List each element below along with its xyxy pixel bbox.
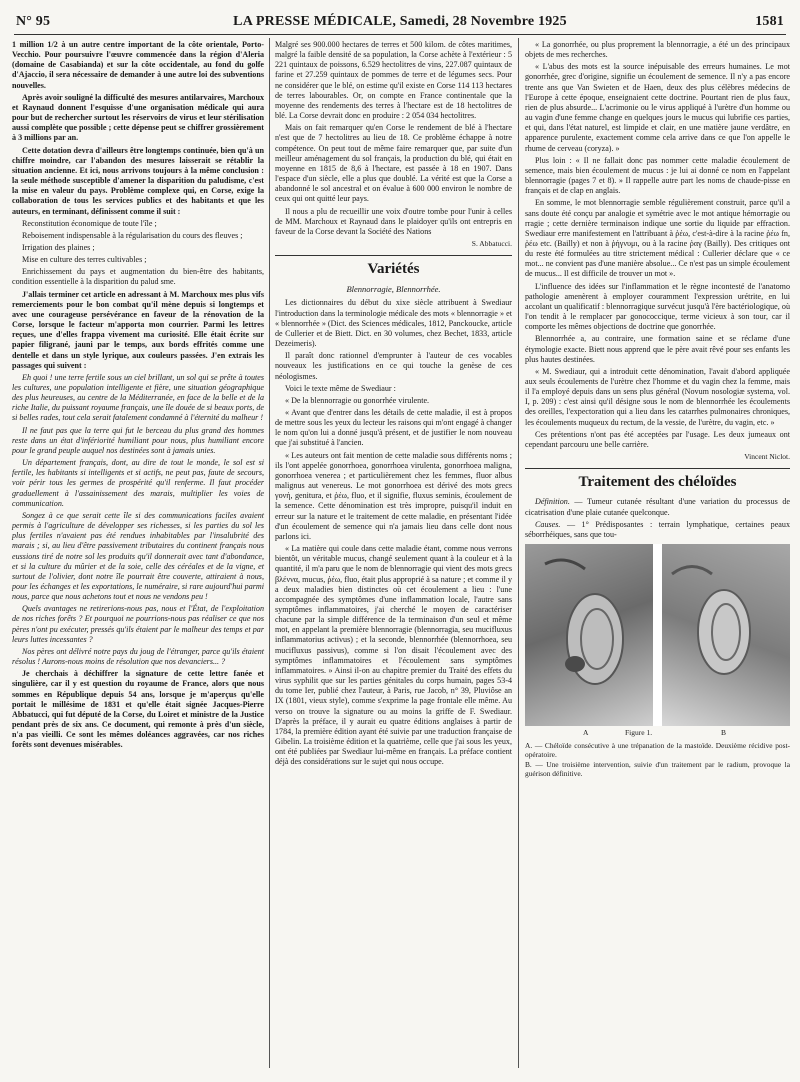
paragraph: Après avoir souligné la difficulté des mesures antilarvaires, Marchoux et Raynaud donnent l'esquisse d'une organisation médicale qui aura pour but de rechercher surtout les réservoirs de virus et leur stérilisation aussi complète que possible ; cette dépense peut se chiffrer grossièrement à 3 millions par an. bbox=[12, 92, 264, 143]
definition-paragraph bbox=[525, 497, 790, 517]
list-item: Reboisement indispensable à la régularisation du cours des fleuves ; bbox=[22, 230, 243, 240]
quote-paragraph: Un département français, dont, au dire de tout le monde, le sol est si fertile, les habitants si intelligents et si actifs, ne peut pas, faute de secours, voir périr tous les germes de prospérité qu'il renferme. Il faut procéder graduellement à l'assainissement des marais, multiplier les voies de communication. bbox=[12, 458, 264, 508]
photo-a-ear-keloid bbox=[525, 544, 653, 726]
paragraph: « L'abus des mots est la source inépuisable des erreurs humaines. Le mot gonorrhée, grec d'origine, signifie un écoulement de semence. Il n'y a pas encore trente ans que Van Swieten et de Haen, deux des plus célèbres médecins de l'Europe à cette époque, enseignaient cette doctrine. Pourtant rien de plus faux, rien de plus absurde... L'acrimonie ou le virus appliqué à l'urètre d'un homme ou au vagin d'une femme change en quelques jours le mucus qui lubrifie ces parties, et qui, dans l'état naturel, est limpide et clair, en une matière jaune verdâtre, en apparence purulente, exactement comme cela arrive dans ce que l'on appelle le rhume de cerveau (coryza). » bbox=[525, 62, 790, 153]
journal-title: LA PRESSE MÉDICALE, Samedi, 28 Novembre 1925 bbox=[233, 14, 567, 29]
page-header bbox=[14, 12, 786, 35]
paragraph: Il nous a plu de recueillir une voix d'outre tombe pour l'unir à celles de MM. Marchoux et Raynaud dans le plaidoyer qu'ils ont entrepris en faveur de la Corse devant la Société des Nations bbox=[275, 206, 512, 236]
paragraph: Je cherchais à déchiffrer la signature de cette lettre fanée et singulière, car il y est question du royaume de France, alors que nous sommes en République depuis 54 ans, lorsque je m'aperçus qu'elle portait le millésime de 1831 et qu'elle était signée Jacques-Pierre Abbatucci, qui fut député de la Corse, du Loiret et ministre de la Justice pendant près de six ans. Ce document, qui remonte à près d'un siècle, n'a pas vieilli. Ce sont les mêmes doléances aggravées, car nos riches forêts sont devenues misérables. bbox=[12, 669, 264, 750]
ear-photo-b-image bbox=[662, 544, 790, 726]
column-3 bbox=[525, 40, 790, 779]
paragraph: 1 million 1/2 à un autre centre important de la côte orientale, Porto-Vecchio. Pour poursuivre l'œuvre commencée dans la région d'Aleria (domaine de Casabianda) et sur la côte occidentale, au fond du golfe d'Ajaccio, il sera nécessaire de demander à une autre loi des subventions nouvelles. bbox=[12, 40, 264, 90]
figure-caption-title: Figure 1. bbox=[625, 728, 653, 738]
section-title-varietes: Variétés bbox=[275, 255, 512, 274]
quote-paragraph: Il ne faut pas que la terre qui fut le berceau du plus grand des hommes reste dans un état d'infériorité humiliant pour nous, plus humiliant encore pour le grand peuple auquel nos destinées sont à jamais unies. bbox=[12, 425, 264, 455]
figure-caption-b: B. — Une troisième intervention, suivie d'un traitement par le radium, provoque la guérison définitive. bbox=[525, 760, 790, 779]
figure-1 bbox=[525, 544, 790, 778]
quote-paragraph: Quels avantages ne retirerions-nous pas, nous et l'État, de l'exploitation de nos riches forêts ? Et pourquoi ne pourrions-nous pas réaliser ce que nos pères n'ont pu exécuter, pressés qu'ils étaient par le malheur des temps et par leurs luttes incessantes ? bbox=[12, 604, 264, 644]
section-title-cheloides: Traitement des chéloïdes bbox=[525, 468, 790, 487]
figure-caption-a: A. — Chéloïde consécutive à une trépanation de la mastoïde. Deuxième récidive post-opératoire. bbox=[525, 741, 790, 760]
paragraph: En somme, le mot blennorragie semble régulièrement construit, parce qu'il a sans doute été conçu par analogie et symétrie avec le mot antique hémorragie ou rragie ; cette dernière terminaison indique une sortie du liquide par effraction. Swediaur erre manifestement en l'attribuant à ῥέω, c'est-à-dire à la racine ῥέω fn, ῥέω etc. (Bailly) et non à ῥήγνυμι, ou à la racine ῥαγ (Bailly). Des critiques ont du reste été formulées au titre strictement médical : Cullerier déclare que « ce mot... ne convient pas d'une manière absolue... Ce n'est pas un simple écoulement de mucus... Il est difficile de trouver un mot ». bbox=[525, 198, 790, 279]
ear-photo-a-image bbox=[525, 544, 653, 726]
page-number: 1581 bbox=[755, 14, 784, 29]
paragraph: « Les auteurs ont fait mention de cette maladie sous différents noms ; ils l'ont appelée gonorrhoea, gonorrhoea virulenta, gonorrhoea maligna, gonorrhoea venerea ; et particulièrement chez les femmes, fluor albus malignus aut venereus. Le mot gonorrhoea est dérivé des mots grecs γονή, genitura, et ῥέω, fluo, et il signifie, fluxus seminis, écoulement de la semence. Cette dénomination est très impropre, puisqu'il induit en erreur sur la nature et le traitement de cette maladie, en présentant l'idée d'un écoulement de semence qui n'a jamais lieu dans celle dont nous parlons ici. bbox=[275, 450, 512, 541]
paragraph: « La gonorrhée, ou plus proprement la blennorragie, a été un des principaux objets de mes recherches. bbox=[525, 40, 790, 60]
photo-b-ear-healed bbox=[662, 544, 790, 726]
column-divider bbox=[518, 38, 519, 1068]
paragraph: Il paraît donc rationnel d'emprunter à l'auteur de ces vocables nouveaux les justifications en ce qui touche la genèse de ces néologismes. bbox=[275, 351, 512, 381]
figure-photos bbox=[525, 544, 790, 726]
quote-paragraph: Nos pères ont délivré notre pays du joug de l'étranger, parce qu'ils étaient résolus ! Aurons-nous moins de résolution que nos devanciers... ? bbox=[12, 646, 264, 667]
issue-number: N° 95 bbox=[16, 14, 51, 29]
paragraph: Les dictionnaires du début du xixe siècle attribuent à Swediaur l'introduction dans la terminologie médicale des mots « blennorragie » et « blennorrhée » (Dict. des Sciences médicales, 1812, Panckoucke, article de Cullerier et de Biett. Dict. en 30 volumes, chez Bechet, 1833, article Dezeimeris). bbox=[275, 298, 512, 349]
column-1 bbox=[12, 40, 264, 752]
author-signature: S. Abbatucci. bbox=[471, 238, 512, 248]
paragraph: Cette dotation devra d'ailleurs être longtemps continuée, bien qu'à un chiffre moindre, car l'abandon des mesures laisserait se rétablir la situation ancienne. Et ici, nous arrivons toujours à la même conclusion : la seule méthode susceptible d'amener la disparition du paludisme, c'est la mise en valeur du pays. Problème complexe qui, en Corse, exige la collaboration de tous les services publics et des habitants et que les auteurs, en terminant, définissent comme il suit : bbox=[12, 145, 264, 216]
paragraph: « La matière qui coule dans cette maladie étant, comme nous verrons bientôt, un véritable mucus, changé seulement quant à la couleur et à la quantité, il m'a paru que le nom de blennorragie qui vient des mots grecs βλέννα, mucus, ῥέω, fluo, était plus approprié à sa nature ; et comme il y a deux maladies bien distinctes où cet écoulement a lieu : l'une accompagnée des symptômes d'une inflammation locale, l'autre sans symptômes inflammatoires, j'ai cherché le moyen de caractériser chacune par la simple différence de la terminaison d'un seul et même mot, en appelant la première blennorragie (blennorragia, seu mucifluxus inflammatorius activus) ; et la seconde, blennorrhée (blennorrhoea, seu mucifluxus passivus), comme si l'on disait l'écoulement avec des symptômes inflammatoires et l'écoulement sans symptômes inflammatoires. » Ainsi il-on au chapitre premier du Traité des effets du virus syphilit que sur les parties génitales du corps humain, pages 53-4 du tome Ier, publié chez l'auteur, à Paris, rue Jacob, n° 39, Pluviôse an IX (1801, vieux style), comme s'exprime la page frontale elle même. Au verso on trouve la signature ou au moins la griffe de F. Swediaur. D'après la préface, il y aurait eu quatre éditions anglaises à partir de 1784, la première édition ayant été suivie par une traduction française de Gibelin. La troisième édition et la quatrième, celle que j'ai sous les yeux, ont été publiées par Swediaur lui-même en français. La préface contient déjà des considérations sur le sujet qui nous occupe. bbox=[275, 544, 512, 767]
paragraph: Ces prétentions n'ont pas été acceptées par l'usage. Les deux jumeaux ont cependant parcouru une belle carrière. bbox=[525, 429, 790, 449]
column-divider bbox=[269, 38, 270, 1068]
paragraph: Malgré ses 900.000 hectares de terres et 500 kilom. de côtes maritimes, malgré la faible densité de sa population, la Corse achète à l'extérieur : 5 221 quintaux de poissons, 6.529 hectolitres de vins, 227.087 quintaux de farine et 27.259 quintaux de pommes de terre et de légumes secs. Pour ne considérer que le blé, on estime qu'il existe en Corse 114 113 hectares de terres labourables. Or, on compte en France continentale que la moyenne des rendements des terres à l'hectare est de 18 hectolitres de blé. La Corse devrait donc en produire : 2 054 034 hectolitres. bbox=[275, 40, 512, 121]
paragraph: J'allais terminer cet article en adressant à M. Marchoux mes plus vifs remerciements pour le bon combat qu'il mène depuis si longtemps et avec une courageuse persévérance en faveur de la rénovation de la Corse, lorsque le facteur m'apporta mon courrier. Parmi les lettres reçues, une d'elles frappa vivement ma curiosité. Elle était écrite sur papier filigrané, jauni par le temps, aux bords effrités comme une dentelle et dans un style lyrique, aux couleurs passées. J'en extrais les passages qui suivent : bbox=[12, 289, 264, 370]
paragraph: « M. Swediaur, qui a introduit cette dénomination, l'avait d'abord appliquée aux seuls écoulements de l'urètre chez l'homme et du vagin chez la femme, mais il l'a employé depuis dans un sens plus général (Novum nosologiæ systema, vol. I, p. 209) : c'est ainsi qu'il désigne sous le nom de blennorrhée les écoulements des oreilles, l'expectoration qui a lieu dans les catarrhes pulmonaires chroniques, les écoulements muqueux du rectum, de la vessie, de l'urètre, du vagin, etc. » bbox=[525, 366, 790, 427]
list-item: Enrichissement du pays et augmentation du bien-être des habitants, condition essentielle à la disparition du palud sme. bbox=[12, 267, 264, 287]
paragraph: Blennorrhée a, au contraire, une formation saine et se réclame d'une étymologie exacte. Biett nous apprend que le père avait rêvé pour ses enfants les plus hautes destinées. bbox=[525, 334, 790, 364]
quote-paragraph: Eh quoi ! une terre fertile sous un ciel brillant, un sol qui se prête à toutes les cultures, une population intelligente et fière, une situation géographique des plus heureuses, au centre de la Méditerranée, en face de la belle et de la riche Italie, du puissant royaume français, une île douée de si beaux ports, de si belles rades, tout cela serait fatalement condamné à l'éternité du malheur ! bbox=[12, 372, 264, 423]
causes-text: — 1° Prédisposantes : terrain lymphatique, certaines peaux séborrhéiques, sans que tou- bbox=[525, 519, 790, 539]
list-item: Irrigation des plaines ; bbox=[22, 242, 95, 252]
figure-label-b: B bbox=[721, 728, 727, 738]
figure-labels bbox=[525, 728, 790, 740]
column-2 bbox=[275, 40, 512, 769]
paragraph: Voici le texte même de Swediaur : bbox=[285, 383, 396, 393]
quote-paragraph: Songez à ce que serait cette île si des communications faciles avaient permis à l'agriculture de développer ses richesses, si les parties du sol les plus fertiles n'avaient pas été rendues inhabitables par l'insalubrité des marais ; si, au lieu d'être passivement tributaires du continent français nous eussions tiré de notre sol les produits qu'il donnerait avec tant d'abondance, et si la culture du mûrier et de la soie, celle des céréales et de la vigne, et surtout de l'olivier, dont notre île pourrait être couverte, attiraient à nous, pour les échanges et les exportations, le numéraire, si rare aujourd'hui parmi nous, parce que nous achetons tout et nous ne vendons peu ! bbox=[12, 510, 264, 602]
figure-label-a: A bbox=[583, 728, 589, 738]
definition-label: Définition. bbox=[535, 497, 570, 507]
paragraph: Plus loin : « Il ne fallait donc pas nommer cette maladie écoulement de semence, mais bien écoulement de mucus : je lui ai donné ce nom en l'appelant blennorragie (pages 7 et 8). » Il rappelle autre part les noms de chaude-pisse en français et de clap en anglais. bbox=[525, 155, 790, 196]
list-item: Reconstitution économique de toute l'île ; bbox=[22, 218, 157, 228]
paragraph: « De la blennorragie ou gonorrhée virulente. bbox=[285, 395, 430, 405]
paragraph: L'influence des idées sur l'inflammation et le règne incontesté de l'anatomo pathologie amenèrent à employer couramment l'expression urétrite, en lui accolant un qualificatif : blennorragique survécut jusqu'à l'ère bactériologique, où l'on tendit à le remplacer par gonococcique, terme vicieux à son tour, car il comporte les mêmes objections de doctrine que gonorrhée. bbox=[525, 281, 790, 332]
paragraph: « Avant que d'entrer dans les détails de cette maladie, il est à propos de mettre sous les yeux du lecteur les raisons qui m'ont engagé à changer le nom qu'on lui a donné jusqu'à présent, et de justifier le nom nouveau que j'ai substitué à l'ancien. bbox=[275, 408, 512, 448]
paragraph: Mais on fait remarquer qu'en Corse le rendement de blé à l'hectare n'est que de 7 hectolitres au lieu de 18. Ce problème échappe à notre compétence. On peut tout de même faire remarquer que, par suite d'un meilleur aménagement du sol français, la production du blé, qui était en moyenne en 1815 de 8,6 à l'hectare, est passée à 18 en 1907. Dans l'espace d'un siècle, elle a plus que doublé. La vérité est que la Corse a abandonné le sol ancestral et on évalue à 600 000 environ le nombre de ceux qui ont quitté leur pays. bbox=[275, 123, 512, 204]
list-item: Mise en culture des terres cultivables ; bbox=[22, 255, 147, 265]
article-subtitle: Blennorragie, Blennorrhée. bbox=[346, 284, 441, 295]
causes-paragraph bbox=[525, 520, 790, 540]
author-signature: Vincent Niclot. bbox=[744, 452, 790, 462]
causes-label: Causes. bbox=[535, 519, 561, 529]
definition-text: — Tumeur cutanée résultant d'une variation du processus de cicatrisation d'une plaie cutanée quelconque. bbox=[525, 497, 790, 517]
